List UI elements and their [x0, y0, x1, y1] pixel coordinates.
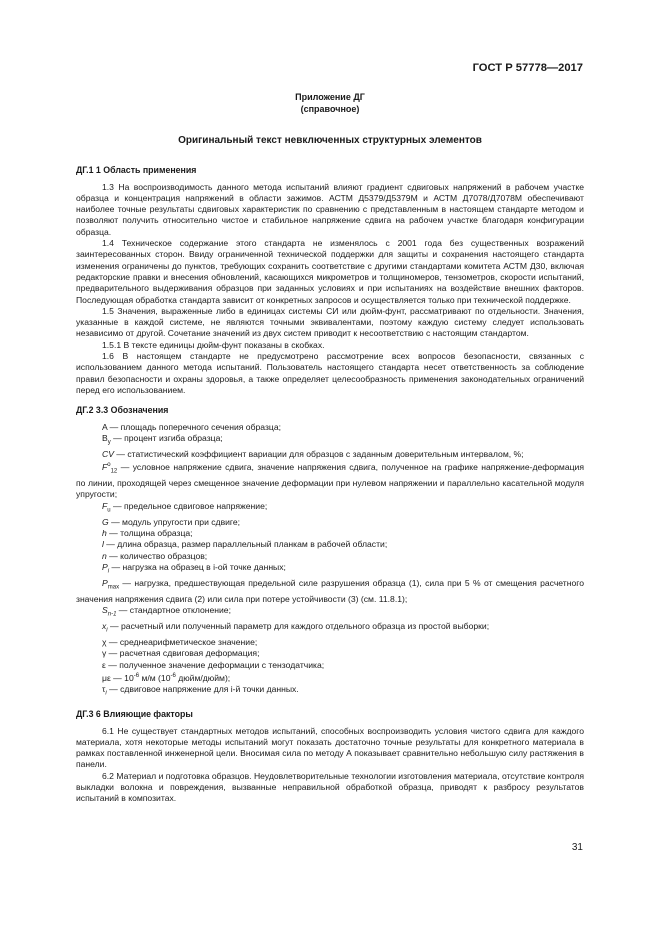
def-symbol: F: [102, 500, 108, 511]
def-symbol: x: [102, 621, 107, 632]
def-text: — количество образцов;: [106, 550, 208, 561]
paragraph-1-4: 1.4 Техническое содержание этого стандарта не изменялось с 2001 года без существенных возражений заинтересованных сторон. Ввиду ограниченной технической поддержки для защиты и сохранения настоящего стандарта изменения ограничены до пунктов, требующих сохранить соответствие с другими стандартами комитета АСТМ Д30, включая редакторские правки и внесения обновлений, касающихся микрометров и толщиномеров, тензометров, скорости испытаний, предварительного выдерживания образцов при заданных условиях и при испытаниях на воздействие внешних факторов. Последующая обработка стандарта зависит от конкретных запросов и осуществляется только при технической поддержке.: [76, 238, 584, 305]
def-f12: [76, 460, 584, 500]
def-superscript: o: [107, 462, 111, 469]
def-text: — среднеарифметическое значение;: [106, 637, 258, 648]
def-text: — полученное значение деформации с тензодатчика;: [105, 659, 325, 670]
def-microstrain: [76, 671, 584, 684]
paragraph-1-5-1: 1.5.1 В тексте единицы дюйм-фунт показаны в скобках.: [102, 339, 325, 350]
def-h: [76, 528, 584, 539]
def-text: — стандартное отклонение;: [116, 605, 231, 616]
def-subscript: 12: [110, 468, 118, 475]
standard-code: ГОСТ Р 57778—2017: [472, 62, 583, 74]
def-epsilon: [76, 660, 584, 671]
def-symbol: τ: [102, 684, 106, 695]
def-pmax: [76, 578, 584, 605]
paragraph-6-2: 6.2 Материал и подготовка образцов. Неудовлетворительные технологии изготовления материала, отсутствие контроля выкладки волокна и повреждения, вызванные неправильной обработкой образца, приводят к разбросу результатов испытаний в композитах.: [76, 770, 584, 804]
def-subscript: i: [107, 568, 110, 575]
def-text: дюйм/дюйм);: [175, 672, 231, 683]
appendix-subtitle: (справочное): [300, 103, 360, 114]
def-symbol: ε: [102, 659, 106, 670]
section-title-symbols: ДГ.2 3.3 Обозначения: [76, 405, 169, 416]
paragraph-1-3: 1.3 На воспроизводимость данного метода испытаний влияют градиент сдвиговых напряжений в рабочем участке образца и концентрация напряжений в области зажимов. АСТМ Д5379/Д5379М и АСТМ Д7078/Д7078М обеспечивают наиболее точные результаты сдвиговых характеристик по сравнению с представленным в настоящем стандарте методом и позволяют получить относительно чистое и стабильное напряжение сдвига на рабочем участке благодаря конфигурации образца.: [76, 181, 584, 237]
def-symbol: γ: [102, 648, 107, 659]
def-text: — статистический коэффициент вариации для образцов с заданным доверительным интервалом, %;: [113, 448, 524, 459]
def-text: — модуль упругости при сдвиге;: [108, 516, 241, 527]
symbols-list: [76, 422, 584, 701]
def-text: — нагрузка, предшествующая предельной силе разрушения образца (1), сила при 5 % от смещения расчетного значения напряжения сдвига (2) или сила при потере устойчивости (3) (см. 11.8.1);: [76, 577, 584, 604]
def-cv: [76, 449, 584, 460]
main-title: Оригинальный текст невключенных структурных элементов: [178, 135, 482, 146]
def-subscript: u: [107, 507, 111, 514]
def-subscript: y: [107, 439, 111, 446]
def-symbol: με: [102, 672, 111, 683]
def-symbol: P: [102, 577, 108, 588]
page-content: [76, 92, 584, 805]
page-number: 31: [571, 842, 583, 853]
def-subscript: i: [105, 690, 107, 697]
def-text: — расчетный или полученный параметр для каждого отдельного образца из простой выборки;: [107, 621, 490, 632]
def-symbol: G: [102, 516, 109, 527]
def-symbol: F: [102, 462, 108, 472]
paragraph-1-6: 1.6 В настоящем стандарте не предусмотрено рассмотрение всех вопросов безопасности, связанных с использованием данного метода испытаний. Пользователь настоящего стандарта несет ответственность за соблюдение правил безопасности и охраны здоровья, а также определяет целесообразность применения законодательных ограничений перед его использованием.: [76, 351, 584, 395]
def-symbol: P: [102, 561, 108, 572]
def-text: — расчетная сдвиговая деформация;: [106, 648, 260, 659]
def-g: [76, 517, 584, 528]
paragraph-6-1: 6.1 Не существует стандартных методов испытаний, способных воспроизводить условия чистого сдвига для каждого материала, хотя некоторые методы испытаний могут показать достаточно точные результаты для конкретного материала в рамках поставленной инженерной цели. Вносимая сила по методу А показывает сравнительно небольшую силу растяжения в панели.: [76, 725, 584, 770]
def-text: м/м (10: [139, 672, 171, 683]
def-subscript: n-1: [107, 611, 117, 618]
appendix-title: Приложение ДГ: [295, 92, 365, 102]
def-text: — длина образца, размер параллельный планкам в рабочей области;: [103, 539, 388, 550]
section-title-factors: ДГ.3 6 Влияющие факторы: [76, 709, 193, 720]
def-text: — условное напряжение сдвига, значение напряжения сдвига, полученное на графике напряжение-деформация по линии, проходящей через смещенное значение деформации при нулевом напряжении и параллельно касательной модуля упругости;: [76, 462, 584, 500]
def-sn1: [76, 605, 584, 621]
def-text: A — площадь поперечного сечения образца;: [102, 421, 281, 432]
def-subscript: max: [107, 584, 120, 591]
def-symbol: n: [102, 550, 107, 561]
def-text: — процент изгиба образца;: [110, 432, 223, 443]
def-text: — толщина образца;: [106, 527, 193, 538]
def-gamma: [76, 648, 584, 659]
paragraph-1-5: 1.5 Значения, выраженные либо в единицах системы СИ или дюйм-фунт, рассматривают по отдельности. Значения, указанные в каждой системе, не являются точными эквивалентами, поэтому каждую систему следует использовать независимо от другой. Сочетание значений из двух систем приводит к несоответствию с настоящим стандартом.: [76, 305, 584, 339]
def-by: [76, 433, 584, 449]
def-exponent: -6: [170, 673, 176, 680]
def-symbol: CV: [102, 448, 114, 459]
def-l: [76, 539, 584, 550]
def-text: — нагрузка на образец в i-ой точке данных;: [109, 561, 286, 572]
def-exponent: -6: [133, 673, 140, 680]
def-a: [76, 422, 584, 433]
def-symbol: B: [102, 432, 108, 443]
def-text: — предельное сдвиговое напряжение;: [110, 500, 268, 511]
def-fu: [76, 501, 584, 517]
def-symbol: χ: [102, 637, 107, 648]
def-n: [76, 551, 584, 562]
def-tau: [76, 684, 584, 700]
def-symbol: S: [102, 605, 108, 616]
def-symbol: l: [102, 539, 104, 550]
section-title-scope: ДГ.1 1 Область применения: [76, 165, 197, 176]
def-text: — сдвиговое напряжение для i-й точки данных.: [106, 684, 299, 695]
def-symbol: h: [102, 527, 107, 538]
def-pi: [76, 562, 584, 578]
def-subscript: i: [106, 627, 108, 634]
def-xi: [76, 621, 584, 637]
def-text: — 10: [110, 672, 134, 683]
def-chi: [76, 637, 584, 648]
